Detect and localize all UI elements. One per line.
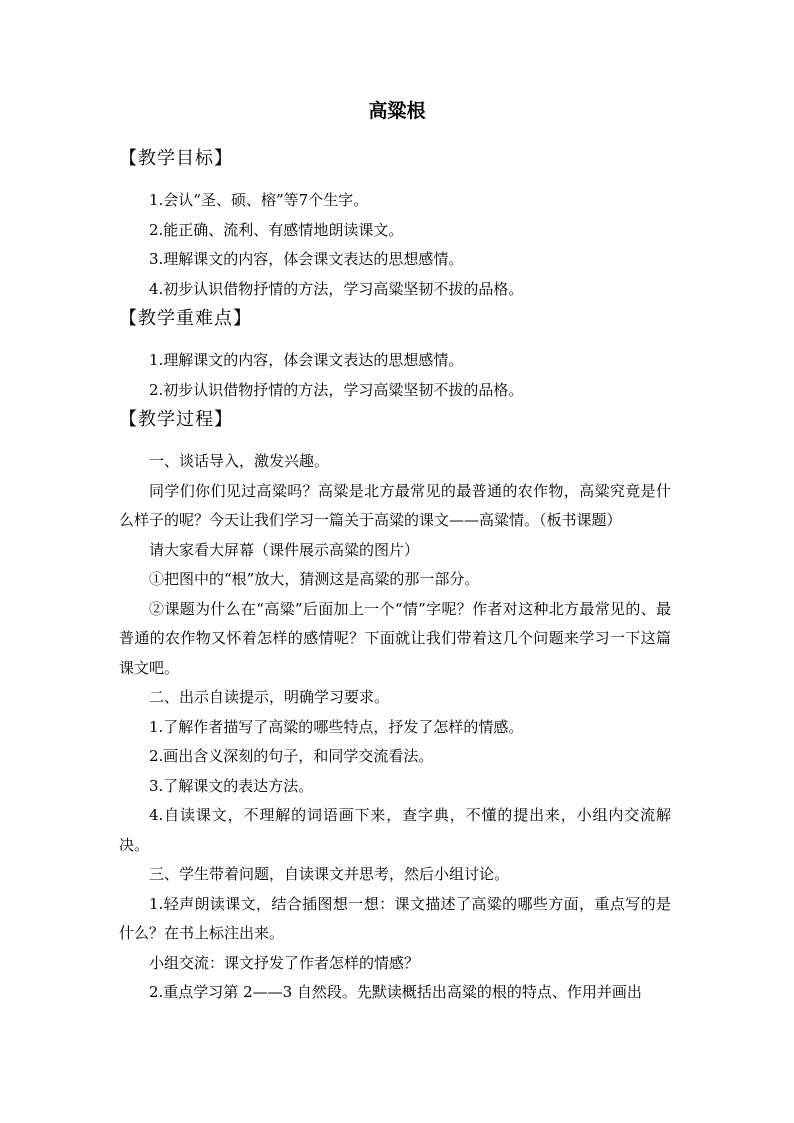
objective-item-1: 1.会认“圣、硕、榕”等7个生字。: [149, 191, 369, 209]
process-paragraph-9: 3.了解课文的表达方法。: [149, 776, 314, 795]
process-paragraph-6: 二、出示自读提示，明确学习要求。: [149, 688, 390, 706]
process-paragraph-8: 2.画出含义深刻的句子，和同学交流看法。: [149, 747, 434, 765]
process-paragraph-11: 三、学生带着问题，自读课文并思考，然后小组讨论。: [149, 865, 510, 883]
process-paragraph-2: 同学们你们见过高粱吗？高粱是北方最常见的最普通的农作物，高粱究竟是什么样子的呢？今天让我们学习一篇关于高粱的课文——高粱情。（板书课题）: [119, 481, 671, 529]
process-paragraph-10: 4.自读课文，不理解的词语画下来，查字典，不懂的提出来，小组内交流解决。: [119, 806, 671, 854]
key-point-item-1: 1.理解课文的内容，体会课文表达的思想感情。: [149, 351, 464, 369]
section-heading-process: 【教学过程】: [119, 409, 233, 430]
process-paragraph-5: ②课题为什么在“高粱”后面加上一个“情”字呢？作者对这种北方最常见的、最普通的农作物又怀着怎样的感情呢？下面就让我们带着这几个问题来学习一下这篇课文吧。: [119, 599, 671, 677]
objective-item-4: 4.初步认识借物抒情的方法，学习高粱坚韧不拔的品格。: [149, 279, 524, 298]
process-paragraph-12: 1.轻声朗读课文，结合插图想一想：课文描述了高粱的哪些方面，重点写的是什么？在书上标注出来。: [119, 894, 671, 942]
document-title: 高粱根: [368, 100, 426, 122]
process-paragraph-4: ①把图中的“根”放大，猜测这是高粱的那一部分。: [149, 570, 480, 588]
section-heading-objectives: 【教学目标】: [119, 148, 233, 169]
objective-item-3: 3.理解课文的内容，体会课文表达的思想感情。: [149, 250, 464, 268]
process-paragraph-3: 请大家看大屏幕（课件展示高粱的图片）: [149, 540, 420, 559]
process-paragraph-7: 1.了解作者描写了高粱的哪些特点，抒发了怎样的情感。: [149, 717, 524, 736]
objective-item-2: 2.能正确、流利、有感情地朗读课文。: [149, 220, 404, 239]
section-heading-key-points: 【教学重难点】: [119, 308, 252, 329]
process-paragraph-14: 2.重点学习第 2——3 自然段。先默读概括出高粱的根的特点、作用并画出: [149, 983, 642, 1001]
key-point-item-2: 2.初步认识借物抒情的方法，学习高粱坚韧不拔的品格。: [149, 380, 524, 399]
document-body: [119, 146, 671, 1008]
process-paragraph-13: 小组交流：课文抒发了作者怎样的情感？: [149, 953, 420, 972]
process-paragraph-1: 一、谈话导入，激发兴趣。: [149, 452, 330, 470]
